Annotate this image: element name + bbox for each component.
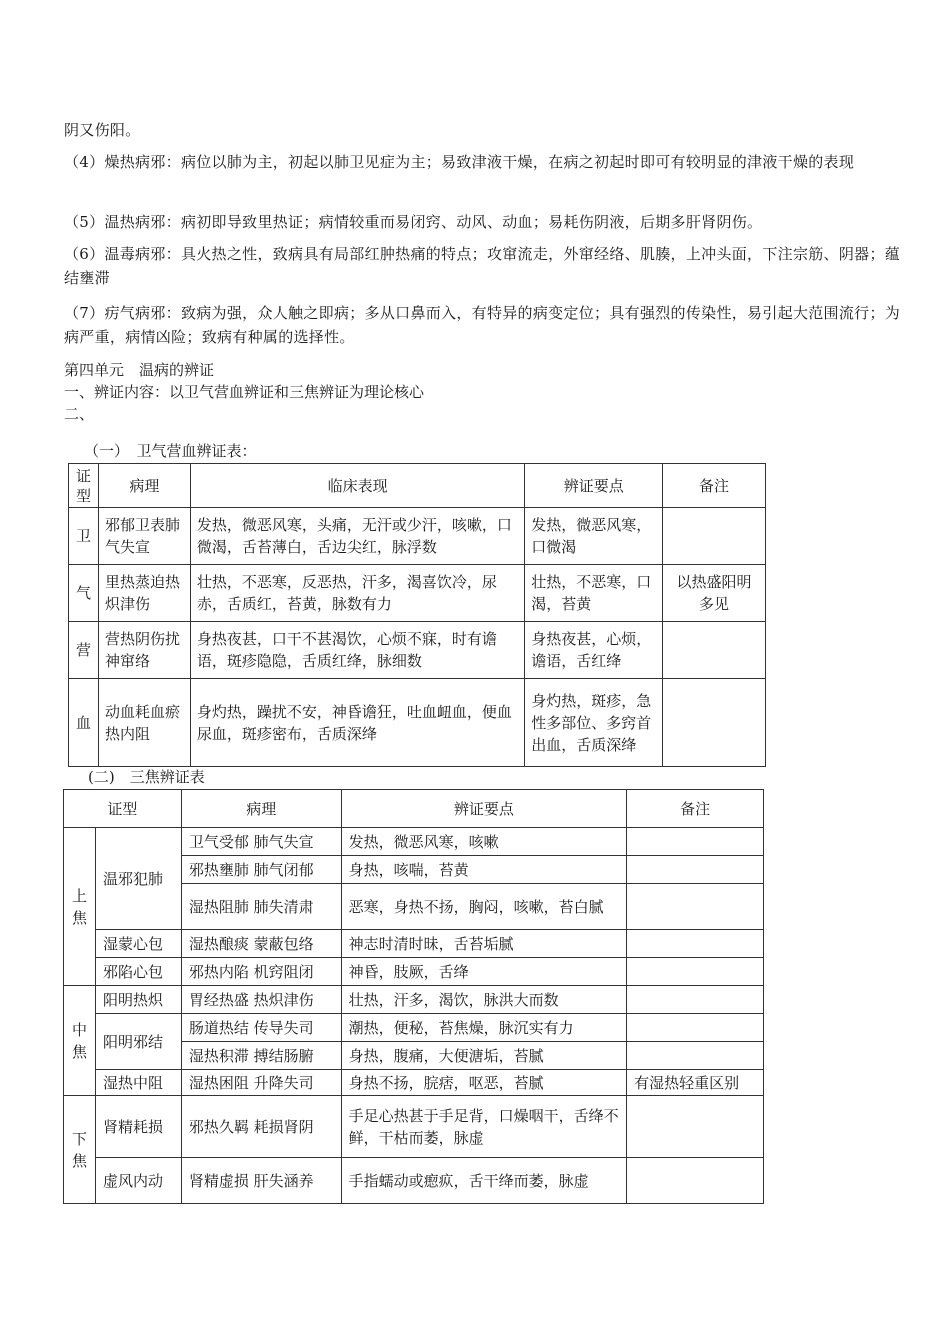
table1-clinical: 身热夜甚，口干不甚渴饮，心烦不寐，时有谵语，斑疹隐隐，舌质红绛，脉细数 [190, 622, 524, 679]
table2-header-key: 辨证要点 [341, 790, 627, 828]
table2-key: 手指蠕动或瘛疭，舌干绛而萎，脉虚 [341, 1158, 627, 1204]
table-row [64, 986, 764, 1014]
table-row [69, 622, 766, 679]
table1-header-path: 病理 [98, 464, 190, 508]
table2-path: 邪热久羁 耗损肾阴 [181, 1096, 341, 1158]
table1-header-clinical: 临床表现 [190, 464, 524, 508]
table1-path: 动血耗血瘀热内阻 [98, 679, 190, 767]
table2-caption: (二) 三焦辨证表 [88, 768, 205, 786]
san-jiao-table [63, 789, 764, 1204]
table1-type: 营 [69, 622, 99, 679]
table2-note [627, 856, 764, 884]
paragraph-continuation: 阴又伤阳。 [64, 121, 141, 139]
table2-key: 神昏，肢厥，舌绛 [341, 958, 627, 986]
paragraph-dry-heat: （4）燥热病邪：病位以肺为主，初起以肺卫见症为主；易致津液干燥，在病之初起时即可有较明显的津液干燥的表现 [64, 153, 855, 171]
paragraph-pestilence: （7）疠气病邪：致病为强，众人触之即病；多从口鼻而入，有特异的病变定位；具有强烈的传染性，易引起大范围流行；为病严重，病情凶险；致病有种属的选择性。 [64, 304, 901, 346]
paragraph-warm-heat: （5）温热病邪：病初即导致里热证；病情较重而易闭窍、动风、动血；易耗伤阴液，后期多肝肾阴伤。 [64, 213, 763, 231]
table-row [64, 1096, 764, 1158]
table1-key: 壮热，不恶寒，口渴，苔黄 [525, 565, 663, 622]
table2-header-type: 证型 [64, 790, 182, 828]
table2-subtype: 温邪犯肺 [95, 828, 181, 930]
table1-note [663, 508, 766, 565]
table2-note [627, 986, 764, 1014]
table2-key: 身热不扬，脘痞，呕恶，苔腻 [341, 1070, 627, 1096]
table2-note [627, 1096, 764, 1158]
table2-subtype: 邪陷心包 [95, 958, 181, 986]
table2-path: 湿热积滞 搏结肠腑 [181, 1042, 341, 1070]
table-row [64, 1158, 764, 1204]
section-one: 一、辨证内容：以卫气营血辨证和三焦辨证为理论核心 [64, 383, 425, 401]
table2-key: 发热，微恶风寒，咳嗽 [341, 828, 627, 856]
table2-subtype: 阳明热炽 [95, 986, 181, 1014]
table1-clinical: 壮热，不恶寒，反恶热，汗多，渴喜饮冷，尿赤，舌质红，苔黄，脉数有力 [190, 565, 524, 622]
paragraph-warm-toxin: （6）温毒病邪：具火热之性，致病具有局部红肿热痛的特点；攻窜流走，外窜经络、肌腠，上冲头面，下注宗筋、阴器；蕴结壅滞 [64, 245, 901, 287]
table1-type: 卫 [69, 508, 99, 565]
table2-path: 湿热困阻 升降失司 [181, 1070, 341, 1096]
table2-header-path: 病理 [181, 790, 341, 828]
table2-header-note: 备注 [627, 790, 764, 828]
table2-path: 邪热壅肺 肺气闭郁 [181, 856, 341, 884]
table1-key: 发热，微恶风寒，口微渴 [525, 508, 663, 565]
table2-note: 有湿热轻重区别 [627, 1070, 764, 1096]
table2-key: 壮热，汗多，渴饮，脉洪大而数 [341, 986, 627, 1014]
table1-header-key: 辨证要点 [525, 464, 663, 508]
table1-note [663, 679, 766, 767]
table2-subtype: 虚风内动 [95, 1158, 181, 1204]
table1-caption: （一） 卫气营血辨证表： [84, 442, 257, 460]
table2-jiao: 下焦 [64, 1096, 96, 1204]
table2-note [627, 828, 764, 856]
table1-path: 营热阴伤扰神窜络 [98, 622, 190, 679]
table1-type: 气 [69, 565, 99, 622]
table2-jiao: 上焦 [64, 828, 96, 986]
table2-path: 肠道热结 传导失司 [181, 1014, 341, 1042]
table1-key: 身热夜甚，心烦，谵语，舌红绛 [525, 622, 663, 679]
table1-header-row [69, 464, 766, 508]
table2-path: 肾精虚损 肝失涵养 [181, 1158, 341, 1204]
table-row [64, 958, 764, 986]
table2-path: 卫气受郁 肺气失宣 [181, 828, 341, 856]
table2-key: 手足心热甚于手足背，口燥咽干，舌绛不鲜，干枯而萎，脉虚 [341, 1096, 627, 1158]
table1-type: 血 [69, 679, 99, 767]
table2-path: 邪热内陷 机窍阻闭 [181, 958, 341, 986]
table-row [64, 828, 764, 856]
table1-note: 以热盛阳明多见 [663, 565, 766, 622]
table2-header-row [64, 790, 764, 828]
table2-subtype: 阳明邪结 [95, 1014, 181, 1070]
table2-path: 湿热酿痰 蒙蔽包络 [181, 930, 341, 958]
table2-note [627, 958, 764, 986]
table2-subtype: 湿蒙心包 [95, 930, 181, 958]
wei-qi-ying-xue-table [68, 463, 766, 767]
table1-clinical: 身灼热，躁扰不安，神昏谵狂，吐血衄血，便血尿血，斑疹密布，舌质深绛 [190, 679, 524, 767]
table-row [69, 565, 766, 622]
table2-path: 胃经热盛 热炽津伤 [181, 986, 341, 1014]
unit-title: 第四单元 温病的辨证 [64, 361, 215, 379]
table1-header-type: 证型 [69, 464, 99, 508]
table2-note [627, 884, 764, 930]
table2-key: 神志时清时昧，舌苔垢腻 [341, 930, 627, 958]
table1-path: 里热蒸迫热炽津伤 [98, 565, 190, 622]
table1-header-note: 备注 [663, 464, 766, 508]
table2-subtype: 肾精耗损 [95, 1096, 181, 1158]
table2-note [627, 1014, 764, 1042]
table2-note [627, 930, 764, 958]
table-row [64, 1070, 764, 1096]
table2-note [627, 1042, 764, 1070]
table1-path: 邪郁卫表肺气失宣 [98, 508, 190, 565]
table-row [64, 1014, 764, 1042]
table-row [69, 679, 766, 767]
table2-key: 身热，腹痛，大便溏垢，苔腻 [341, 1042, 627, 1070]
table2-key: 恶寒，身热不扬，胸闷，咳嗽，苔白腻 [341, 884, 627, 930]
table2-subtype: 湿热中阻 [95, 1070, 181, 1096]
table2-note [627, 1158, 764, 1204]
table1-clinical: 发热，微恶风寒，头痛，无汗或少汗，咳嗽，口微渴，舌苔薄白，舌边尖红，脉浮数 [190, 508, 524, 565]
table2-path: 湿热阻肺 肺失清肃 [181, 884, 341, 930]
table-row [64, 930, 764, 958]
section-two: 二、 [64, 405, 95, 423]
table2-key: 身热，咳喘，苔黄 [341, 856, 627, 884]
table1-key: 身灼热，斑疹，急性多部位、多窍首出血，舌质深绛 [525, 679, 663, 767]
table1-note [663, 622, 766, 679]
table2-jiao: 中焦 [64, 986, 96, 1096]
table-row [69, 508, 766, 565]
table2-key: 潮热，便秘，苔焦燥，脉沉实有力 [341, 1014, 627, 1042]
